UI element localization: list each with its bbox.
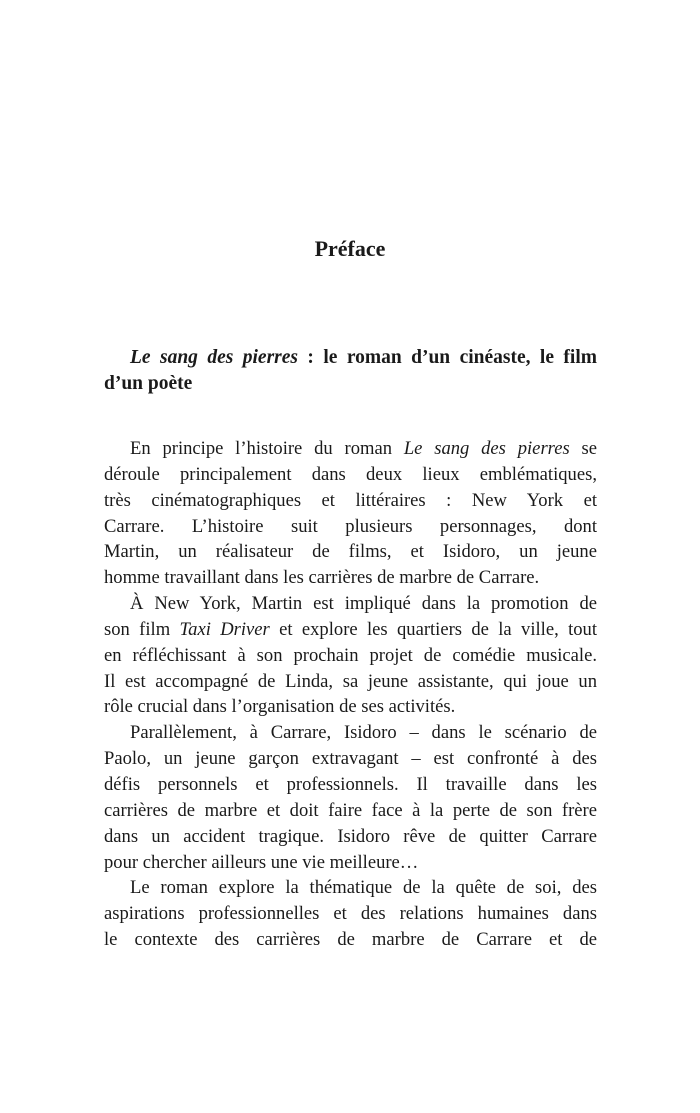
text-segment: le contexte des carrières de marbre de Carrare et de <box>104 929 597 951</box>
text-line <box>104 901 597 927</box>
text-segment: carrières de marbre et doit faire face à la perte de son frère <box>104 799 597 821</box>
text-segment: rôle crucial dans l’organisation de ses activités. <box>104 696 456 718</box>
text-line <box>104 694 597 720</box>
text-line <box>104 720 597 746</box>
italic-title-text: Le sang des pierres <box>403 438 570 459</box>
text-segment: Martin, un réalisateur de films, et Isidoro, un jeune <box>104 541 597 563</box>
text-line <box>104 643 597 669</box>
text-segment: très cinématographiques et littéraires : New York et <box>104 489 597 511</box>
text-line <box>104 746 597 772</box>
text-segment: Paolo, un jeune garçon extravagant – est confronté à des <box>104 748 597 770</box>
text-line <box>104 514 597 540</box>
text-line <box>104 669 597 695</box>
text-segment: et explore les quartiers de la ville, tout <box>269 618 597 640</box>
body-text <box>104 436 597 953</box>
text-segment: Parallèlement, à Carrare, Isidoro – dans le scénario de <box>130 722 597 744</box>
page-title: Préface <box>314 236 386 261</box>
text-line <box>104 927 597 953</box>
text-line <box>104 617 597 643</box>
text-line <box>104 436 597 462</box>
text-segment: déroule principalement dans deux lieux emblématiques, <box>104 463 597 485</box>
text-segment: pour chercher ailleurs une vie meilleure… <box>104 851 419 873</box>
text-segment: se <box>569 438 598 459</box>
text-line <box>104 772 597 798</box>
text-segment: aspirations professionnelles et des relations humaines dans <box>104 903 597 925</box>
text-line <box>104 875 597 901</box>
text-line <box>104 591 597 617</box>
text-line <box>104 539 597 565</box>
text-segment: : le roman d’un cinéaste, le film <box>298 347 597 368</box>
italic-title-text: Le sang des pierres <box>130 347 298 368</box>
text-line <box>104 798 597 824</box>
text-line <box>104 345 597 371</box>
text-segment: homme travaillant dans les carrières de marbre de Carrare. <box>104 567 540 589</box>
text-line <box>104 850 597 876</box>
text-line <box>104 488 597 514</box>
text-segment: en réfléchissant à son prochain projet de comédie musicale. <box>104 644 597 666</box>
text-segment: son film <box>104 618 180 640</box>
section-heading <box>104 345 597 397</box>
text-line <box>104 565 597 591</box>
text-line <box>104 371 597 397</box>
text-line <box>104 824 597 850</box>
text-segment: À New York, Martin est impliqué dans la promotion de <box>130 593 597 615</box>
text-segment: Le roman explore la thématique de la quête de soi, des <box>130 877 597 899</box>
text-line <box>104 462 597 488</box>
text-segment: défis personnels et professionnels. Il travaille dans les <box>104 773 597 795</box>
text-segment: En principe l’histoire du roman <box>130 438 404 459</box>
italic-title-text: Taxi Driver <box>179 618 270 640</box>
text-segment: d’un poète <box>104 373 193 394</box>
text-segment: dans un accident tragique. Isidoro rêve de quitter Carrare <box>104 825 597 847</box>
text-segment: Carrare. L’histoire suit plusieurs personnages, dont <box>104 515 597 537</box>
text-segment: Il est accompagné de Linda, sa jeune assistante, qui joue un <box>104 670 597 692</box>
